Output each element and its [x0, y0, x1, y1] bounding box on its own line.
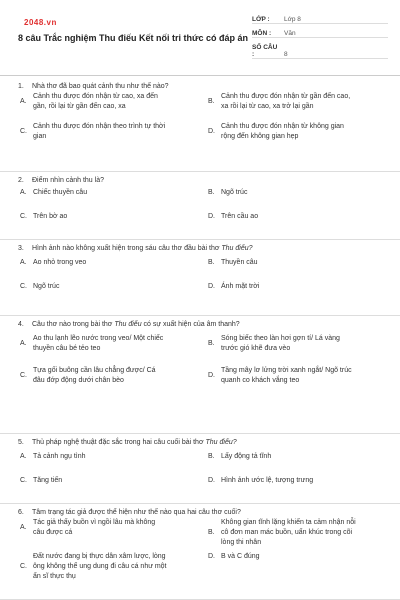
question-number: 3.	[18, 245, 24, 252]
option-letter: B.	[208, 529, 215, 536]
meta-value: 8	[284, 51, 288, 58]
question-prompt: Tâm trạng tác giả được thể hiện như thế nào qua hai câu thơ cuối?	[32, 509, 241, 516]
option-line: ông không thể ung dung đi câu cá như một	[33, 563, 167, 570]
option-line: B và C đúng	[221, 553, 260, 560]
option-letter: D.	[208, 213, 215, 220]
option-text	[33, 122, 165, 142]
meta-subject	[252, 30, 388, 38]
option-letter: D.	[208, 553, 215, 560]
option-text	[33, 518, 155, 538]
option-letter: B.	[208, 259, 215, 266]
option-line: Tăng tiến	[33, 477, 63, 484]
option-letter: C.	[20, 283, 27, 290]
option-line: ẩn sĩ thực thụ	[33, 573, 76, 580]
option-line: trước gió khẽ đưa vèo	[221, 345, 291, 352]
question-prompt: Câu thơ nào trong bài thơ	[32, 321, 115, 328]
option-letter: B.	[208, 453, 215, 460]
question-number: 6.	[18, 509, 24, 516]
option-text	[33, 334, 163, 354]
option-text	[221, 188, 247, 198]
option-line: Không gian tĩnh lặng khiến ta cảm nhận nỗi	[221, 519, 356, 526]
option-letter: C.	[20, 128, 27, 135]
question-number: 5.	[18, 439, 24, 446]
option-line: Tựa gối buông cần lâu chẳng được/ Cá	[33, 367, 156, 374]
option-line: Ánh mặt trời	[221, 283, 260, 290]
option-letter: A.	[20, 524, 27, 531]
meta-count	[252, 44, 388, 59]
option-text	[221, 476, 313, 486]
site-logo[interactable]	[24, 14, 57, 28]
question-prompt: Nhà thơ đã bao quát cảnh thu như thế nào?	[32, 83, 169, 90]
question-text	[18, 240, 388, 252]
option-text	[221, 334, 340, 354]
meta-value: Văn	[284, 30, 296, 37]
option-line: Trên cầu ao	[221, 213, 259, 220]
question-number: 2.	[18, 177, 24, 184]
option-line: Trên bờ ao	[33, 213, 68, 220]
page-header	[0, 0, 400, 76]
option-letter: A.	[20, 453, 27, 460]
option-line: gian	[33, 133, 47, 140]
question-item	[0, 78, 400, 172]
option-line: Cảnh thu được đón nhận từ không gian	[221, 123, 344, 130]
question-text	[18, 172, 388, 184]
option-letter: C.	[20, 477, 27, 484]
option-text	[33, 282, 59, 292]
question-text	[18, 504, 388, 516]
option-line: Ao nhỏ trong veo	[33, 259, 87, 266]
option-line: gần, rồi lại từ gần đến cao, xa	[33, 103, 126, 110]
option-text	[221, 282, 259, 292]
option-text	[33, 92, 158, 112]
option-line: Hình ảnh ước lệ, tượng trưng	[221, 477, 314, 484]
question-number: 1.	[18, 83, 24, 90]
question-prompt-italic: Thu điếu?	[221, 245, 253, 252]
question-prompt: có sự xuất hiện của âm thanh?	[141, 321, 240, 328]
option-letter: D.	[208, 372, 215, 379]
option-line: Lấy động tả tĩnh	[221, 453, 272, 460]
option-line: câu được cá	[33, 529, 73, 536]
question-text	[18, 78, 388, 90]
option-line: thuyền câu bé tẻo teo	[33, 345, 101, 352]
option-text	[33, 366, 156, 386]
option-line: Chiếc thuyền câu	[33, 189, 88, 196]
option-line: rộng đến không gian hẹp	[221, 133, 299, 140]
option-line: xa rồi lại từ cao, xa trở lại gần	[221, 103, 314, 110]
logo-suffix: .vn	[43, 18, 57, 27]
option-text	[221, 92, 350, 112]
option-line: lòng thi nhân	[221, 539, 262, 546]
option-letter: C.	[20, 213, 27, 220]
option-letter: A.	[20, 189, 27, 196]
question-number: 4.	[18, 321, 24, 328]
option-text	[33, 188, 87, 198]
option-line: Ao thu lạnh lẽo nước trong veo/ Một chiếc	[33, 335, 164, 342]
option-letter: B.	[208, 340, 215, 347]
option-text	[221, 212, 258, 222]
question-prompt-italic: Thu điếu?	[205, 439, 237, 446]
question-item	[0, 316, 400, 434]
option-line: Cảnh thu được đón nhận theo trình tự thời	[33, 123, 166, 130]
option-line: Tác giả thấy buồn vì ngồi lâu mà không	[33, 519, 156, 526]
question-prompt: Thủ pháp nghệ thuật đặc sắc trong hai câu cuối bài thơ	[32, 439, 206, 446]
option-text	[221, 552, 260, 562]
document-title: 8 câu Trắc nghiệm Thu điếu Kết nối tri thức có đáp án	[18, 33, 249, 43]
option-text	[221, 258, 258, 268]
meta-label: MÔN :	[252, 30, 272, 37]
option-text	[221, 452, 271, 462]
option-line: Thuyền câu	[221, 259, 258, 266]
logo-main: 2048	[24, 18, 44, 27]
option-line: cô đơn man mác buồn, uẩn khúc trong cõi	[221, 529, 353, 536]
option-letter: D.	[208, 477, 215, 484]
meta-label: SỐ CÂU :	[252, 44, 278, 58]
question-prompt: Hình ảnh nào không xuất hiện trong sáu câu thơ đầu bài thơ	[32, 245, 222, 252]
option-line: Tầng mây lơ lửng trời xanh ngắt/ Ngõ trúc	[221, 367, 352, 374]
option-line: Cảnh thu được đón nhận từ cao, xa đến	[33, 93, 158, 100]
option-line: Ngõ trúc	[33, 283, 60, 290]
option-line: Ngõ trúc	[221, 189, 248, 196]
option-letter: B.	[208, 189, 215, 196]
option-text	[33, 452, 86, 462]
option-letter: D.	[208, 283, 215, 290]
option-text	[33, 212, 67, 222]
question-prompt: Điểm nhìn cảnh thu là?	[32, 177, 104, 184]
question-item	[0, 504, 400, 600]
option-letter: C.	[20, 563, 27, 570]
option-letter: A.	[20, 340, 27, 347]
option-text	[33, 552, 167, 582]
option-text	[33, 476, 62, 486]
option-line: Đất nước đang bị thực dân xâm lược, lòng	[33, 553, 166, 560]
option-letter: C.	[20, 372, 27, 379]
question-item	[0, 240, 400, 316]
option-text	[221, 366, 352, 386]
question-text	[18, 316, 388, 328]
option-letter: A.	[20, 259, 27, 266]
option-line: đâu đớp động dưới chân bèo	[33, 377, 124, 384]
option-line: Cảnh thu được đón nhận từ gần đến cao,	[221, 93, 351, 100]
option-text	[221, 122, 344, 142]
option-line: Sóng biếc theo làn hơi gợn tí/ Lá vàng	[221, 335, 340, 342]
meta-value: Lớp 8	[284, 16, 301, 23]
option-text	[33, 258, 86, 268]
question-text	[18, 434, 388, 446]
question-item	[0, 434, 400, 504]
option-line: Tả cảnh ngụ tình	[33, 453, 86, 460]
question-prompt-italic: Thu điếu	[114, 321, 142, 328]
meta-class	[252, 16, 388, 24]
option-text	[221, 518, 356, 548]
question-item	[0, 172, 400, 240]
option-letter: D.	[208, 128, 215, 135]
option-line: quanh co khách vắng teo	[221, 377, 300, 384]
option-letter: B.	[208, 98, 215, 105]
meta-label: LỚP :	[252, 16, 270, 23]
option-letter: A.	[20, 98, 27, 105]
